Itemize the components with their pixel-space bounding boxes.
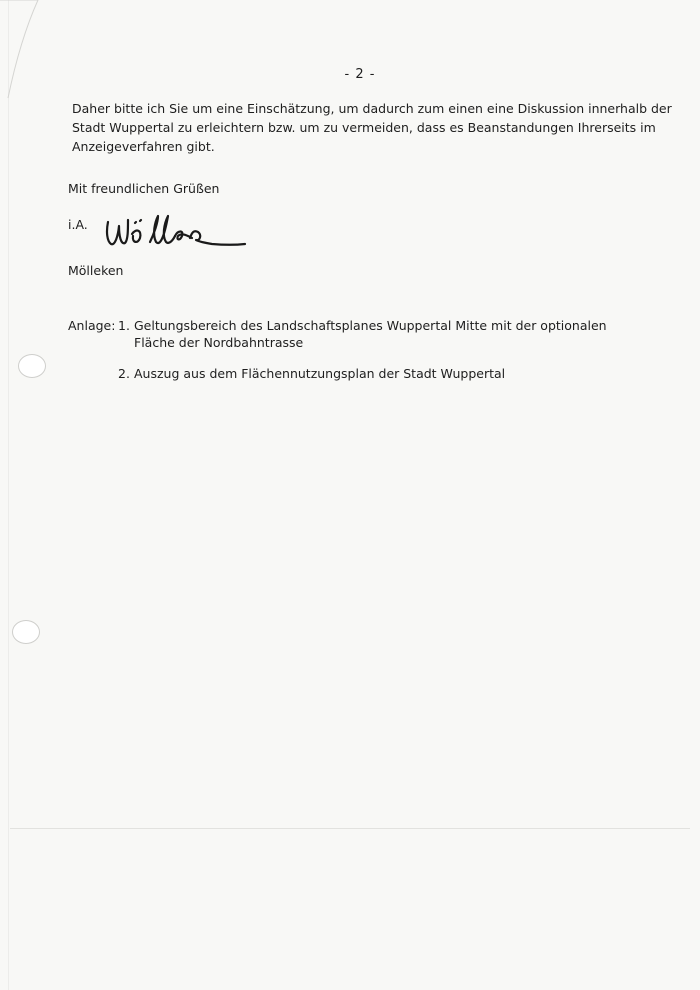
on-behalf-label: i.A. [68, 217, 88, 232]
handwritten-signature [102, 208, 247, 252]
attachments-label: Anlage: [68, 318, 116, 333]
punch-hole-bottom [12, 620, 40, 644]
fold-line [10, 828, 690, 829]
attachment-text: Geltungsbereich des Landschaftsplanes Wuppertal Mitte mit der optionalen Fläche der Nordbahntrasse [134, 318, 607, 350]
attachment-number: 2. [118, 366, 130, 381]
punch-hole-top [18, 354, 46, 378]
page-number: - 2 - [344, 67, 376, 82]
closing-salutation: Mit freundlichen Grüßen [68, 181, 220, 196]
folded-corner-mark [0, 0, 40, 100]
attachment-text: Auszug aus dem Flächennutzungsplan der Stadt Wuppertal [134, 366, 506, 381]
body-paragraph: Daher bitte ich Sie um eine Einschätzung, um dadurch zum einen eine Diskussion innerhalb der Stadt Wuppertal zu erleichtern bzw. um zu vermeiden, dass es Beanstandungen Ihrerseits im Anzeigeverfahren gibt. [72, 101, 672, 154]
attachment-number: 1. [118, 318, 130, 333]
paper-edge [8, 0, 9, 990]
signer-name: Mölleken [68, 263, 124, 278]
